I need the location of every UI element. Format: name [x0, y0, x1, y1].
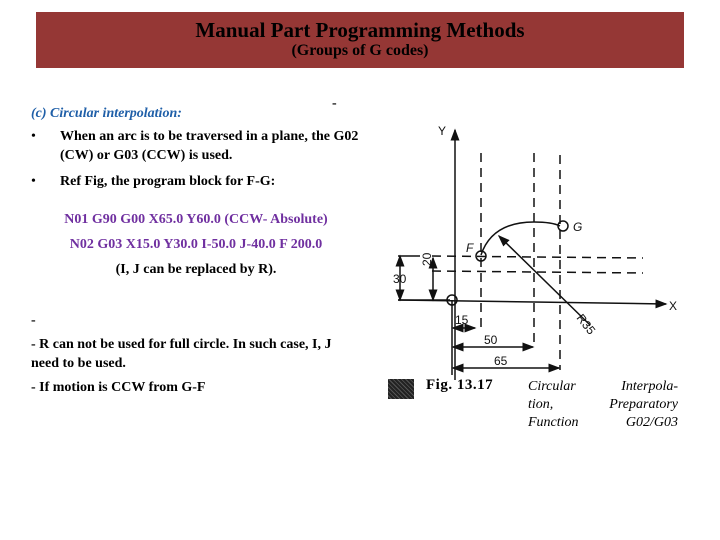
point-f-label: F: [466, 241, 474, 255]
text-column: [31, 104, 361, 397]
radius-line: [499, 236, 590, 325]
radius-label: R35: [573, 311, 599, 338]
dash: -: [31, 313, 36, 328]
program-block: [31, 210, 361, 279]
dim-15: 15: [455, 313, 469, 327]
code-line: N01 G90 G00 X65.0 Y60.0 (CCW- Absolute): [64, 212, 328, 227]
page-title: Manual Part Programming Methods: [195, 18, 525, 42]
title-banner: [36, 12, 684, 68]
bullet-marker: •: [31, 129, 36, 144]
caption-line: Circular Interpola-: [528, 379, 678, 394]
point-g-label: G: [573, 220, 583, 234]
caption-line: tion, Preparatory: [528, 397, 678, 412]
code-note: (I, J can be replaced by R).: [115, 262, 277, 277]
y-axis-label: Y: [438, 124, 447, 138]
figure-description: [528, 378, 678, 432]
bullet-marker: •: [31, 174, 36, 189]
figure-thumbnail: [388, 379, 414, 399]
code-line: N02 G03 X15.0 Y30.0 I-50.0 J-40.0 F 200.0: [69, 237, 323, 252]
x-axis-label: X: [669, 299, 678, 313]
page-subtitle: (Groups of G codes): [291, 42, 429, 59]
bullet-item: [31, 127, 361, 165]
dim-30: 30: [393, 272, 407, 286]
dim-50: 50: [484, 333, 498, 347]
stray-dash: -: [332, 96, 337, 111]
note: - If motion is CCW from G-F: [31, 380, 206, 395]
section-heading: (c) Circular interpolation:: [31, 106, 182, 121]
bullet-item: [31, 172, 361, 191]
note: - R can not be used for full circle. In such case, I, J need to be used.: [31, 337, 332, 371]
bullet-text: Ref Fig, the program block for F-G:: [60, 174, 276, 189]
bullet-text: When an arc is to be traversed in a plane, the G02 (CW) or G03 (CCW) is used.: [60, 129, 359, 163]
arc-path: [481, 222, 560, 255]
figure-number: Fig. 13.17: [426, 377, 494, 393]
caption-line: Function G02/G03: [528, 415, 678, 430]
dim-20: 20: [420, 252, 434, 266]
dim-65: 65: [494, 354, 508, 368]
